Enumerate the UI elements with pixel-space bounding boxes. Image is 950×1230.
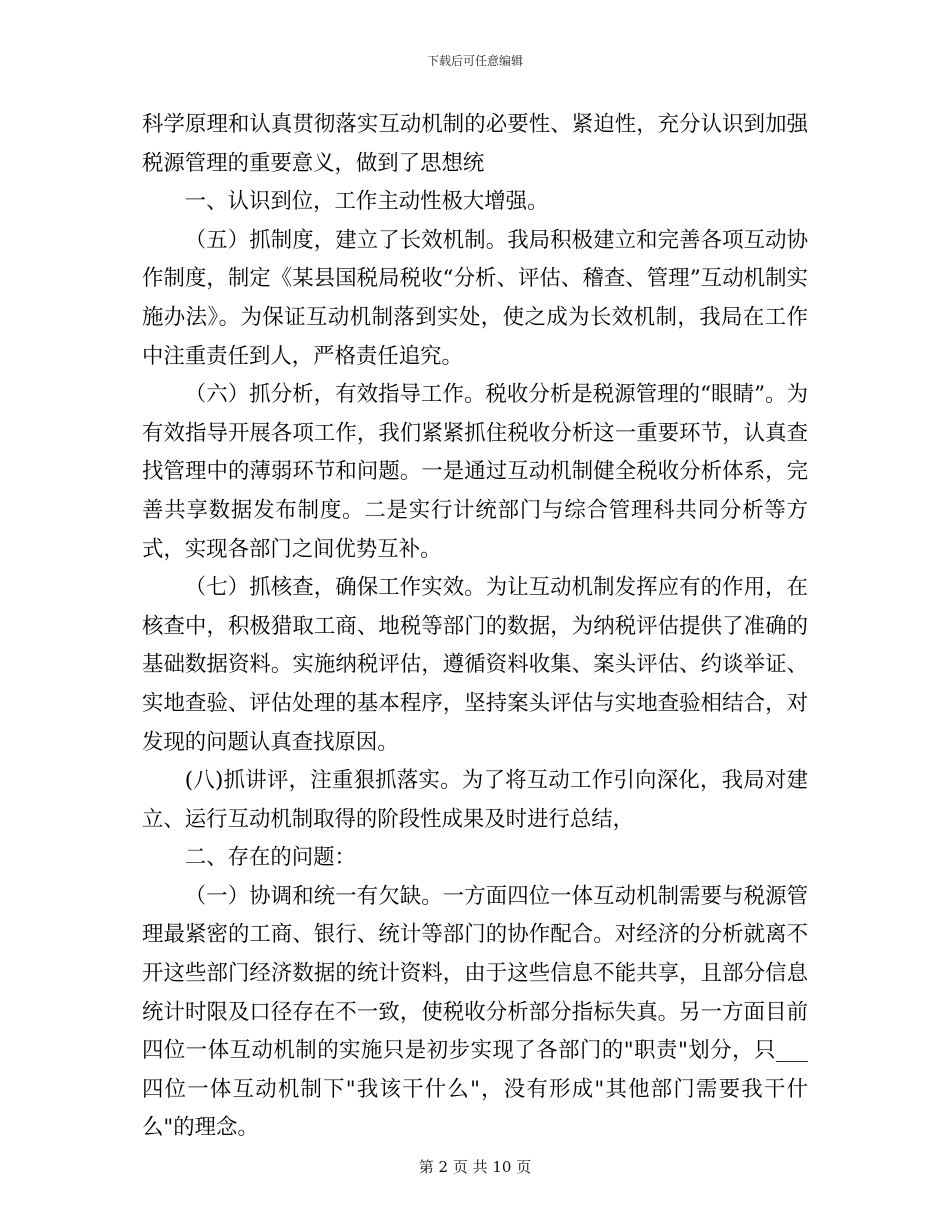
page-header: 下载后可任意编辑 (426, 54, 523, 68)
section-heading-two: 二、存在的问题： (184, 845, 356, 871)
paragraph-continuation: 科学原理和认真贯彻落实互动机制的必要性、紧迫性，充分认识到加强税源管理的重要意义，做到了思想统 (142, 112, 808, 176)
paragraph-problem-one: （一）协调和统一有欠缺。一方面四位一体互动机制需要与税源管理最紧密的工商、银行、统计等部门的协作配合。对经济的分析就离不开这些部门经济数据的统计资料，由于这些信息不能共享，且部分信息统计时限及口径存在不一致，使税收分析部分指标失真。另一方面目前四位一体互动机制的实施只是初步实现了各部门的"职责"划分，只___四位一体互动机制下"我该干什么"，没有形成"其他部门需要我干什么"的理念。 (142, 883, 808, 1141)
paragraph-item-seven: （七）抓核查，确保工作实效。为让互动机制发挥应有的作用，在核查中，积极猎取工商、地税等部门的数据，为纳税评估提供了准确的基础数据资料。实施纳税评估，遵循资料收集、案头评估、约谈举证、实地查验、评估处理的基本程序，坚持案头评估与实地查验相结合，对发现的问题认真查找原因。 (142, 575, 808, 755)
section-heading-one: 一、认识到位，工作主动性极大增强。 (184, 189, 549, 215)
page-footer: 第 2 页 共 10 页 (418, 1158, 532, 1176)
paragraph-item-eight: (八)抓讲评，注重狠抓落实。为了将互动工作引向深化，我局对建立、运行互动机制取得的阶段性成果及时进行总结， (142, 768, 808, 832)
paragraph-item-six: （六）抓分析，有效指导工作。税收分析是税源管理的“眼睛”。为有效指导开展各项工作，我们紧紧抓住税收分析这一重要环节，认真查找管理中的薄弱环节和问题。一是通过互动机制健全税收分析体系，完善共享数据发布制度。二是实行计统部门与综合管理科共同分析等方式，实现各部门之间优势互补。 (142, 382, 808, 562)
paragraph-item-five: （五）抓制度，建立了长效机制。我局积极建立和完善各项互动协作制度，制定《某县国税局税收“分析、评估、稽查、管理”互动机制实施办法》。为保证互动机制落到实处，使之成为长效机制，我局在工作中注重责任到人，严格责任追究。 (142, 227, 808, 369)
document-body (142, 106, 808, 1148)
